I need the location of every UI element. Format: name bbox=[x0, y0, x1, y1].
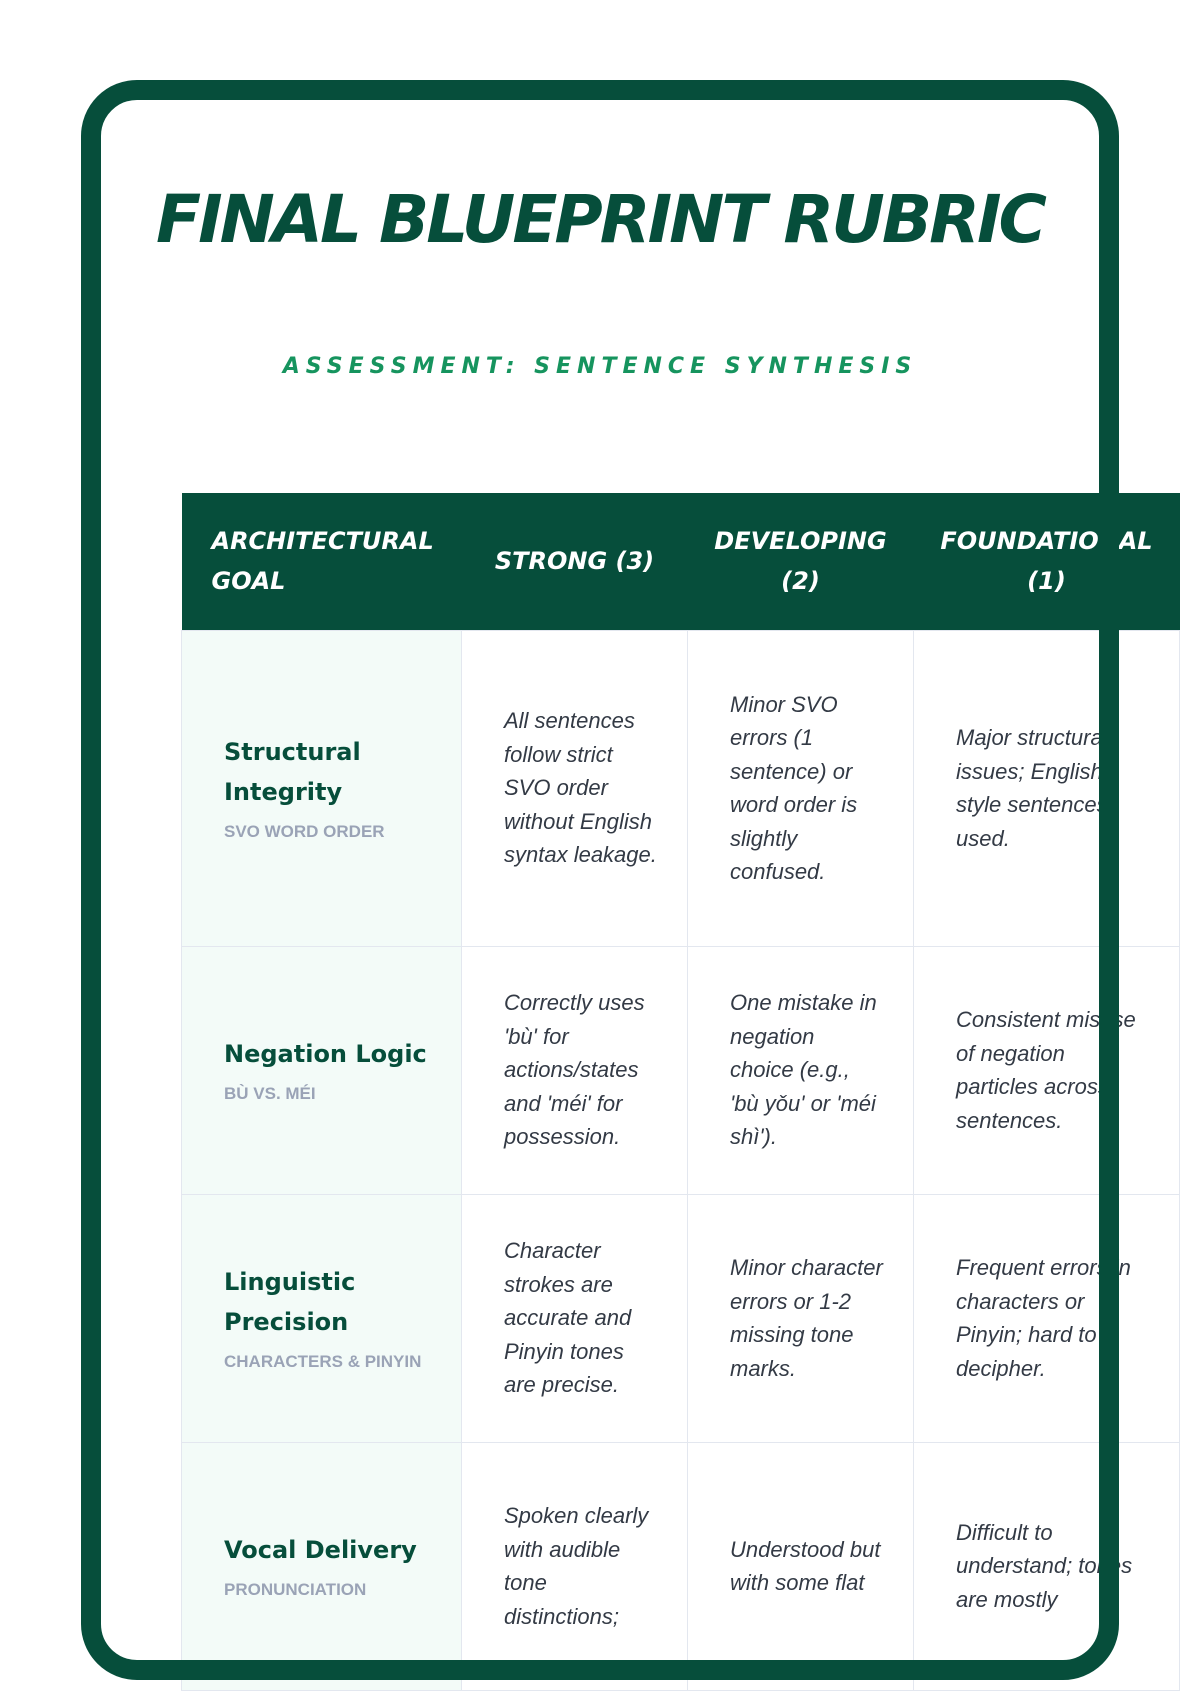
goal-cell bbox=[182, 1194, 462, 1442]
table-row bbox=[182, 946, 1180, 1194]
foundational-cell: Consistent misuse of negation particles across sentences. bbox=[914, 946, 1180, 1194]
table-row bbox=[182, 1442, 1180, 1690]
page-subtitle: ASSESSMENT: SENTENCE SYNTHESIS bbox=[282, 354, 918, 379]
goal-cell bbox=[182, 946, 462, 1194]
strong-cell: Spoken clearly with audible tone distinctions; bbox=[462, 1442, 688, 1690]
goal-subtitle: SVO WORD ORDER bbox=[224, 822, 385, 841]
developing-cell: Minor character errors or 1-2 missing tone marks. bbox=[688, 1194, 914, 1442]
developing-cell: Understood but with some flat bbox=[688, 1442, 914, 1690]
page-title: FINAL BLUEPRINT RUBRIC bbox=[156, 181, 1044, 258]
foundational-cell: Major structural issues; English-style sentences used. bbox=[914, 630, 1180, 946]
strong-cell: Character strokes are accurate and Pinyin tones are precise. bbox=[462, 1194, 688, 1442]
developing-cell: Minor SVO errors (1 sentence) or word order is slightly confused. bbox=[688, 630, 914, 946]
foundational-cell: Difficult to understand; tones are mostly bbox=[914, 1442, 1180, 1690]
column-header-foundational: FOUNDATIONAL (1) bbox=[914, 493, 1180, 630]
column-header-developing: DEVELOPING (2) bbox=[688, 493, 914, 630]
goal-subtitle: PRONUNCIATION bbox=[224, 1580, 367, 1599]
table-row bbox=[182, 1194, 1180, 1442]
table-header-row bbox=[182, 493, 1180, 630]
goal-name: Structural Integrity bbox=[224, 738, 361, 806]
goal-name: Vocal Delivery bbox=[224, 1536, 417, 1564]
goal-cell bbox=[182, 1442, 462, 1690]
rubric-table bbox=[181, 493, 1180, 1691]
developing-cell: One mistake in negation choice (e.g., 'bù yǒu' or 'méi shì'). bbox=[688, 946, 914, 1194]
goal-subtitle: BÙ VS. MÉI bbox=[224, 1084, 316, 1103]
goal-subtitle: CHARACTERS & PINYIN bbox=[224, 1352, 422, 1371]
strong-cell: All sentences follow strict SVO order without English syntax leakage. bbox=[462, 630, 688, 946]
column-header-goal: ARCHITECTURAL GOAL bbox=[182, 493, 462, 630]
goal-name: Linguistic Precision bbox=[224, 1268, 356, 1336]
column-header-strong: STRONG (3) bbox=[462, 493, 688, 630]
strong-cell: Correctly uses 'bù' for actions/states and 'méi' for possession. bbox=[462, 946, 688, 1194]
table-row bbox=[182, 630, 1180, 946]
foundational-cell: Frequent errors in characters or Pinyin; hard to decipher. bbox=[914, 1194, 1180, 1442]
goal-cell bbox=[182, 630, 462, 946]
goal-name: Negation Logic bbox=[224, 1040, 427, 1068]
